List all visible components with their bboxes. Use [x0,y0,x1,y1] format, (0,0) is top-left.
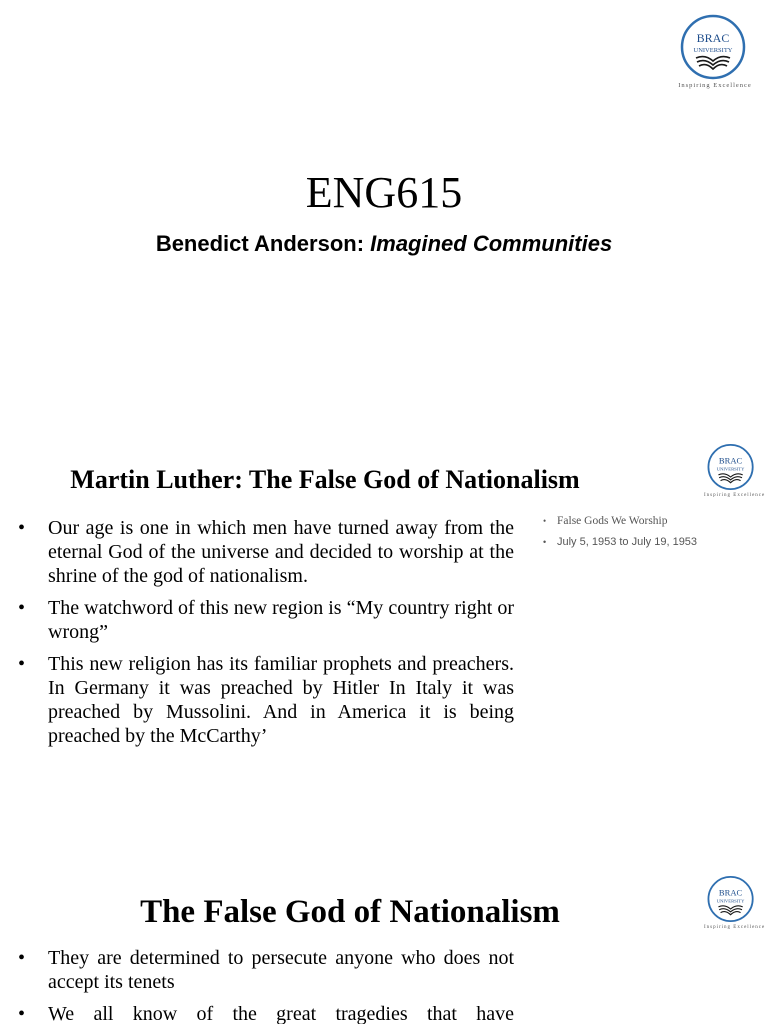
bullet-list [18,516,514,756]
logo-text-university: UNIVERSITY [716,467,745,473]
logo-text-university: UNIVERSITY [716,899,745,905]
bullet-marker: • [18,517,26,539]
slide-heading: Martin Luther: The False God of Nationalism [70,465,580,494]
note-item [543,514,763,529]
bullet-text: We all know of the great tragedies that have [48,1003,514,1024]
bullet-text: They are determined to persecute anyone who does not accept its tenets [48,947,514,993]
subtitle-book-title: Imagined Communities [370,231,613,256]
course-title: ENG615 [305,168,463,217]
list-item [18,652,514,748]
logo-tagline: Inspiring Excellence [704,925,766,930]
note-text: False Gods We Worship [557,515,668,527]
brac-logo-emblem [676,12,754,82]
list-item [18,946,514,994]
slide-heading: The False God of Nationalism [140,894,560,930]
logo-text-brac: BRAC [718,455,743,466]
title-slide [0,0,768,420]
bullet-list [18,946,514,1024]
bullet-marker: • [18,597,26,619]
logo-text-university: UNIVERSITY [693,47,733,54]
list-item [18,1002,514,1024]
bullet-marker: • [18,653,26,675]
content-slide-luther [0,434,768,850]
logo-text-brac: BRAC [718,887,743,898]
bullet-marker: • [18,947,26,969]
slide-subtitle [0,230,768,258]
bullet-marker: • [18,1003,26,1024]
bullet-text: The watchword of this new region is “My country right or wrong” [48,597,514,643]
note-marker: • [543,537,547,547]
note-text: July 5, 1953 to July 19, 1953 [557,536,698,548]
logo-text-brac: BRAC [696,31,730,45]
bullet-text: Our age is one in which men have turned away from the eternal God of the universe and decided to worship at the shrine of the god of nationalism. [48,517,514,587]
list-item [18,516,514,588]
bullet-text: This new religion has its familiar prophets and preachers. In Germany it was preached by Hitler In Italy it was preached by Mussolini. And in America it is being preached by the McCarthy’ [48,653,514,747]
note-item [543,535,763,550]
brac-university-logo [704,874,766,934]
logo-tagline: Inspiring Excellence [678,82,752,89]
subtitle-author: Benedict Anderson: [155,231,371,256]
note-marker: • [543,516,547,526]
book-icon [718,474,742,483]
logo-tagline: Inspiring Excellence [704,493,766,498]
book-icon [696,57,730,69]
brac-logo-emblem [704,442,760,492]
side-notes [543,514,763,556]
content-slide-nationalism [0,862,768,1024]
brac-university-logo [676,12,754,94]
book-icon [718,906,742,915]
brac-university-logo [704,442,766,502]
list-item [18,596,514,644]
brac-logo-emblem [704,874,760,924]
